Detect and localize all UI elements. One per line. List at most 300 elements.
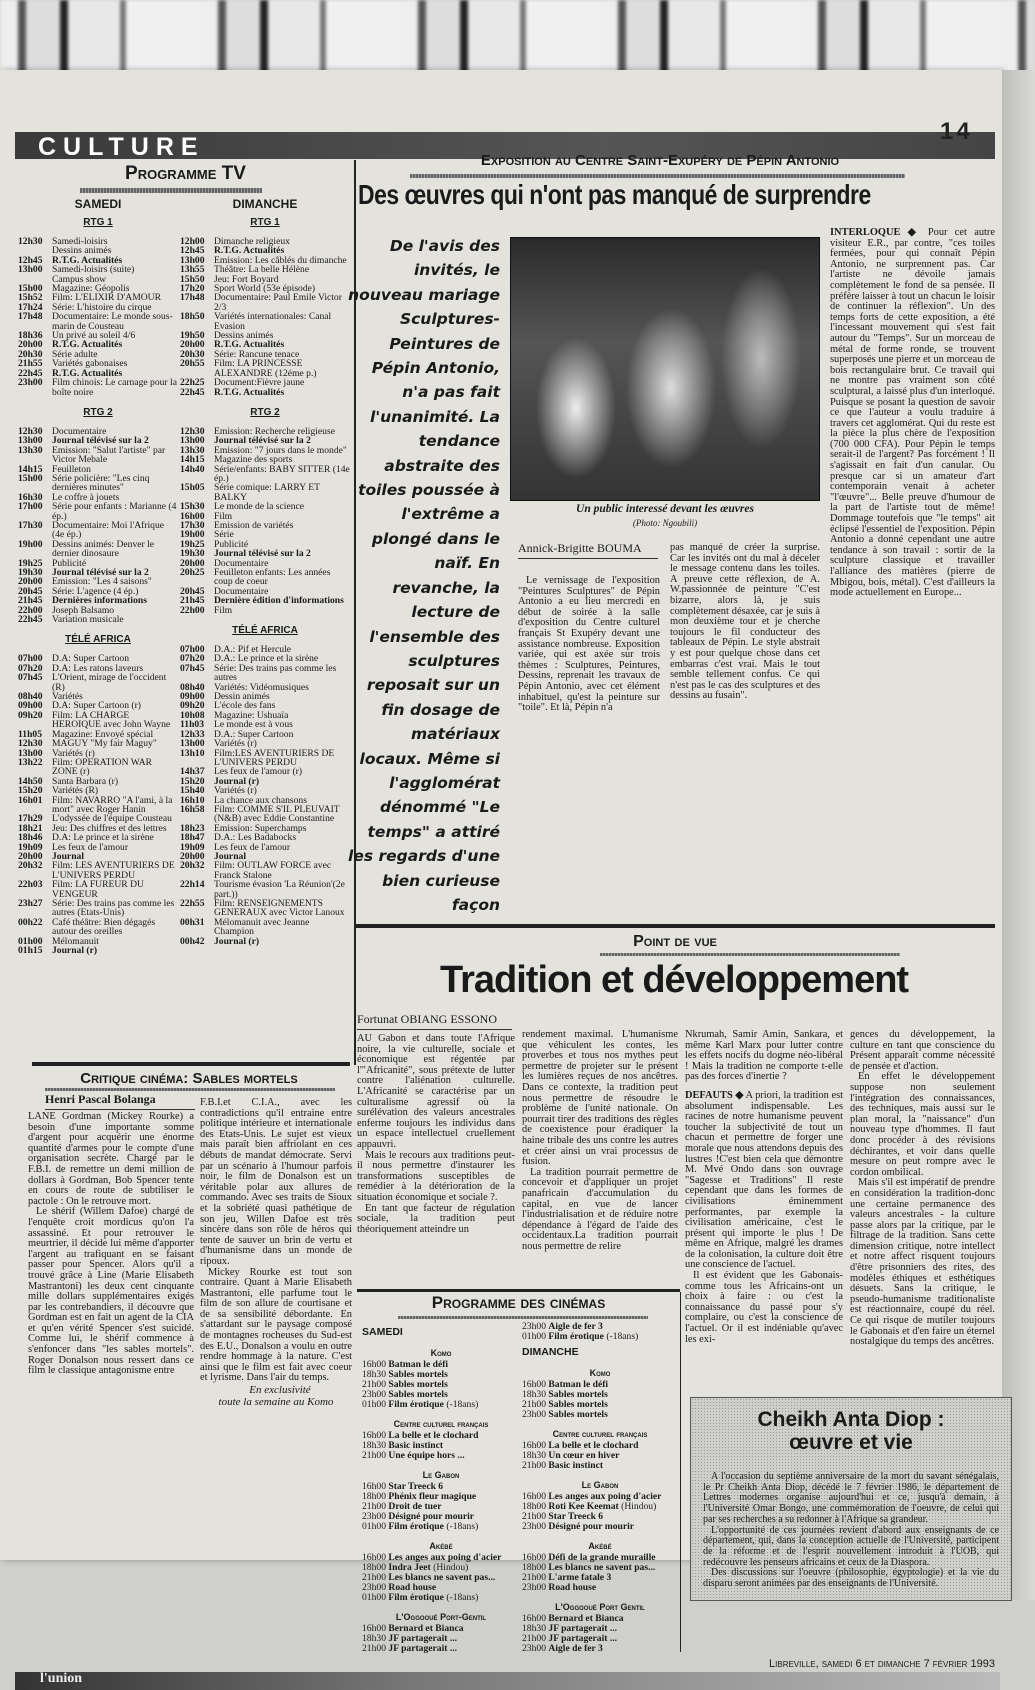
tv-show-title: Film: L'ELIXIR D'AMOUR — [52, 292, 161, 304]
paragraph: Nkrumah, Samir Amin, Sankara, et même Karl Marx pour lutter contre les effets nocifs du dogme néo-libéral ! Mais la tradition ne comporte t-elle pas des forces d'inertie ? — [685, 1029, 843, 1083]
show-title: Défi de la grande muraille — [548, 1552, 656, 1563]
show-title: Film érotique — [388, 1592, 444, 1603]
tv-time: 22h14 — [180, 879, 205, 891]
tv-show-title: Dessin animés — [214, 691, 270, 703]
tv-show-title: Mélomanuit avec Jeanne Champion — [214, 916, 310, 938]
tv-show-title: Document:Fièvre jaune — [214, 377, 305, 389]
tv-show-title: Documentaire — [214, 557, 269, 569]
tv-show-title: R.T.G. Actualités — [52, 254, 123, 266]
critique-byline: Henri Pascal Bolanga — [45, 1092, 195, 1110]
tv-time: 19h25 — [180, 538, 205, 550]
tv-show-title: R.T.G. Actualités — [52, 367, 123, 379]
tv-listing-row — [18, 880, 178, 899]
show-title: Film érotique — [388, 1399, 444, 1410]
cinemas-col-1 — [362, 1322, 520, 1654]
tv-time: 09h20 — [180, 700, 205, 712]
show-title: Film érotique — [388, 1521, 444, 1532]
photo-credit: (Photo: Ngoubili) — [632, 518, 698, 528]
tv-time: 13h00 — [18, 747, 43, 759]
tv-time: 20h32 — [180, 860, 205, 872]
show-title: Bernard et Bianca — [388, 1623, 464, 1634]
tv-show-title: Emission: "7 jours dans le monde" — [214, 444, 347, 456]
show-title: Sables mortels — [388, 1389, 448, 1400]
tv-show-title: Film:LES AVENTURIERS DE L'UNIVERS PERDU — [214, 747, 335, 768]
tv-listing-row — [18, 474, 178, 493]
paragraph: pas manqué de créer la surprise. Car les invités ont du mal à déceler le message contenu dans les toiles. A preuve cette réflexion, de A. W.passionnée de peinture "C'est bizarre, alors là, je suis complètement désaxée, car je suis à mon deuxième tour et je cherche toujours le fil conducteur des tableaux de Pépin. Le style abstrait y est pour quelque chose dans cet embarras c'est vrai. Mais le tout semble tellement confus. Ce qui n'est pas le cas des sculptures et des dessins au fusain". — [670, 542, 820, 702]
show-time: 21h00 — [362, 1572, 386, 1583]
paragraph: LANE Gordman (Mickey Rourke) a besoin d'une importante somme d'argent pour acquérir une énorme quantité d'armes pour le compte d'une organisation secrète. Chargé par le F.B.I. de remettre un demi million de dollars à Gordman, Bob Spencer tente en cours de route de subtiliser le pactole : On le retrouve mort. — [28, 1111, 194, 1207]
expo-lead: De l'avis des invités, le nouveau mariage Sculptures-Peintures de Pépin Antonio, n'a pas fait l'unanimité. La tendance abstraite des toiles poussée à l'extrême a plongé dans le naïf. En revanche, la lecture de l'ensemble des sculptures reposait sur un fin dosage de matériaux locaux. Même si l'agglomérat dénommé "Le temps" a attiré les regards d'une bien curieuse façon — [348, 237, 500, 914]
paragraph: Mais s'il est impératif de prendre en considération la tradition-donc une certaine permanence des valeurs ancestrales - la culture passe alors par la critique, par le filtrage de la tradition. Sans cette dimension critique, notre intellect et notre affect risquent toujours d'être prisonniers des rites, des modèles éthiques et esthétiques désuets. Sans la critique, le pseudo-humanisme traditionaliste est réactionnaire, coupé du réel. Ce qui risque de mutiler toujours le Gabonais et d'en faire un éternel nostalgique du temps des ancêtres. — [850, 1177, 995, 1348]
show-title: Les blancs ne savent pas... — [548, 1562, 656, 1573]
cinema-showing — [362, 1522, 520, 1532]
tv-time: 20h00 — [180, 850, 205, 862]
show-title: Star Treeck 6 — [388, 1481, 444, 1492]
tv-time: 01h00 — [18, 935, 43, 947]
show-time: 21h00 — [522, 1460, 546, 1471]
show-time: 21h00 — [362, 1450, 386, 1461]
tv-show-title: Dernières informations — [52, 595, 147, 607]
show-title: Film érotique — [548, 1331, 604, 1342]
show-time: 16h00 — [522, 1440, 546, 1451]
tv-time: 20h32 — [18, 860, 43, 872]
cinema-day-heading: DIMANCHE — [522, 1346, 579, 1358]
cinemas-col-2 — [522, 1322, 678, 1654]
show-time: 18h30 — [522, 1623, 546, 1634]
tv-show-title: Documentaire: Moi l'Afrique (4e ép.) — [52, 519, 165, 541]
column-divider — [680, 1292, 681, 1652]
tv-time: 15h40 — [180, 785, 205, 797]
paragraph: Mais le recours aux traditions peut-il nous permettre d'instaurer les transformations susceptibles de remédier à la détérioration de la situation économique et sociale ?. — [357, 1149, 515, 1203]
expo-col-2 — [670, 543, 820, 702]
tv-time: 22h55 — [180, 898, 205, 909]
show-title: Batman le défi — [548, 1379, 609, 1390]
show-title: JF partagerait ... — [388, 1643, 458, 1654]
pdv-col-4 — [850, 1030, 995, 1348]
show-time: 18h00 — [522, 1501, 546, 1512]
tv-time: 22h00 — [18, 604, 43, 616]
tv-listing-row — [180, 530, 350, 539]
tv-listing-row — [18, 918, 178, 937]
show-title: Batman le défi — [388, 1359, 449, 1370]
show-time: 23h00 — [362, 1582, 386, 1593]
tv-show-title: Journal (r) — [214, 935, 260, 947]
show-title: Basic instinct — [548, 1460, 604, 1471]
tv-show-title: Emission: "Salut l'artiste" par Victor Mebale — [52, 444, 166, 466]
show-time: 18h00 — [362, 1562, 386, 1573]
tv-time: 17h30 — [18, 519, 43, 531]
exhibition-photo — [510, 237, 820, 501]
tv-show-title: Samedi-loisirs (suite) — [52, 264, 135, 276]
tv-show-title: Dessins animés — [214, 330, 274, 342]
show-time: 16h00 — [362, 1430, 386, 1441]
tv-time: 20h00 — [180, 339, 205, 351]
tv-show-title: Série/enfants: BABY SITTER (14e ép.) — [214, 463, 350, 484]
show-time: 16h00 — [362, 1552, 386, 1563]
show-time: 18h30 — [522, 1389, 546, 1400]
tv-time: 15h20 — [18, 785, 43, 797]
tv-time: 18h47 — [180, 832, 205, 844]
tv-show-title: Variétés (R) — [52, 785, 99, 797]
tv-show-title: L'école des fans — [214, 700, 276, 712]
tv-listing-row — [180, 805, 350, 824]
tv-time: 00h31 — [180, 916, 205, 928]
tv-time: 20h25 — [180, 567, 205, 578]
section-title: CULTURE — [38, 133, 205, 161]
tv-show-title: Magazine: Ushuaïa — [214, 709, 289, 721]
tv-show-title: Un privé au soleil 4/6 — [52, 330, 136, 342]
tv-time: 22h45 — [18, 614, 43, 626]
tv-time: 12h45 — [180, 245, 205, 257]
expo-col-3 — [830, 228, 995, 599]
tv-listing-row — [180, 937, 350, 946]
tv-show-title: Publicité — [214, 538, 249, 550]
tv-show-title: Dessins animés: Denver le dernier dinosaure — [52, 538, 155, 560]
tv-show-title: D.A.: Le prince et la sirène — [214, 653, 319, 665]
tv-show-title: Film chinois: Le carnage pour la boîte noire — [52, 377, 177, 398]
kicker-underline — [600, 953, 900, 956]
tv-show-title: Dessins animés — [52, 245, 112, 257]
tv-listing-row — [180, 777, 350, 786]
tv-listing-row — [18, 521, 178, 540]
show-title: La belle et le clochard — [388, 1430, 479, 1441]
cinema-venue-heading: Le Gabon — [422, 1470, 460, 1480]
tv-time: 16h30 — [18, 491, 43, 503]
tv-listing-row — [180, 749, 350, 768]
cinema-showing — [522, 1644, 678, 1654]
tv-listing-row — [180, 767, 350, 776]
show-title: Indra Jeet — [388, 1562, 431, 1573]
show-time: 23h00 — [522, 1643, 546, 1654]
cinema-venue-heading: Akébé — [429, 1541, 453, 1551]
tv-show-title: Film: LA CHARGE HEROIQUE avec John Wayne — [52, 709, 171, 731]
tv-time: 19h00 — [18, 538, 43, 550]
tv-time: 15h05 — [180, 482, 205, 494]
show-title: Star Treeck 6 — [548, 1511, 604, 1522]
tv-listing-row — [180, 596, 350, 605]
show-title: Les anges aux poing d'acier — [548, 1491, 662, 1502]
section-rule — [355, 924, 995, 928]
tv-time: 13h00 — [18, 435, 43, 447]
tv-time: 12h30 — [18, 236, 43, 247]
show-title: JF partagerait ... — [548, 1623, 618, 1634]
tv-show-title: Magazine des sports — [214, 454, 293, 466]
tv-listing-row — [18, 711, 178, 730]
show-time: 21h00 — [522, 1572, 546, 1583]
tv-time: 18h23 — [180, 822, 205, 834]
critique-col-2 — [200, 1098, 352, 1408]
show-time: 01h00 — [522, 1331, 546, 1342]
tv-time: 13h55 — [180, 264, 205, 276]
tv-time: 09h20 — [18, 709, 43, 721]
tv-show-title: D.A: Super Cartoon — [52, 653, 130, 665]
tv-channel-heading: TÉLÉ AFRICA — [232, 625, 298, 637]
tv-show-title: Emission: "Les 4 saisons" — [52, 576, 152, 588]
tv-time: 13h00 — [180, 435, 205, 447]
tv-listing-row — [180, 483, 350, 502]
show-title: Phénix fleur magique — [388, 1491, 477, 1502]
show-time: 21h00 — [362, 1501, 386, 1512]
tv-time: 09h00 — [18, 700, 43, 712]
paragraph: En tant que facteur de régulation sociale, la tradition peut théoriquement atteindre un — [357, 1202, 515, 1235]
tv-time: 20h30 — [180, 348, 205, 360]
tv-time: 20h00 — [18, 850, 43, 862]
cinema-showing — [522, 1410, 678, 1420]
show-note: (-18ans) — [446, 1592, 479, 1603]
tv-time: 21h55 — [18, 358, 43, 370]
tv-listing-row — [180, 388, 350, 397]
tv-listing-row — [18, 899, 178, 918]
tv-time: 17h30 — [180, 519, 205, 531]
show-title: Roti Kee Keemat — [548, 1501, 619, 1512]
show-title: Basic instinct — [388, 1440, 444, 1451]
tv-channel-heading: RTG 1 — [83, 217, 113, 228]
tv-time: 00h22 — [18, 916, 43, 928]
tv-program-title: Programme TV — [125, 163, 246, 184]
tv-listing-row — [180, 861, 350, 880]
pdv-col-3 — [685, 1030, 843, 1345]
scan-background — [0, 0, 1035, 78]
show-title: Bernard et Bianca — [548, 1613, 624, 1624]
paragraph: AU Gabon et dans toute l'Afrique noire, la vie culturelle, sociale et économique est régentée par l'"Africanité", sous prétexte de lutter contre l'aliénation culturelle. L'Africanité se caractérise par un culturalisme agressif où la surélévation des valeurs ancestrales enferme toujours les individus dans un espace intellectuel cruellement appauvri. — [357, 1033, 515, 1150]
tv-day-heading: SAMEDI — [74, 197, 122, 211]
paragraph: Il est évident que les Gabonais-comme tous les Africains-ont un choix à faire : ou c'est la connaissance du passé pour s'y complaire, ou c'est la conscience de l'actuel. Or il est indéniable qu'avec les exi- — [685, 1270, 843, 1345]
tv-channel-heading: RTG 2 — [83, 406, 113, 418]
show-time: 16h00 — [522, 1552, 546, 1563]
tv-show-title: Journal — [52, 850, 84, 862]
show-time: 18h00 — [362, 1491, 386, 1502]
cinema-showing — [522, 1522, 678, 1532]
tv-show-title: Santa Barbara (r) — [52, 775, 119, 787]
expo-col-1 — [518, 576, 660, 714]
tv-show-title: Emission: Superchamps — [214, 822, 307, 834]
show-time: 21h00 — [522, 1633, 546, 1644]
tv-listing-row — [180, 730, 350, 739]
tv-time: 22h45 — [18, 367, 43, 379]
tv-listing-row — [18, 673, 178, 692]
cinema-venue-heading: Komo — [430, 1348, 452, 1358]
tv-show-title: Journal télévisé sur la 2 — [214, 548, 311, 560]
tv-show-title: Série: L'histoire du cirque — [52, 301, 152, 313]
tv-show-title: Feuilleton enfants: Les années coup de coeur — [214, 567, 331, 588]
tv-time: 13h30 — [180, 444, 205, 456]
tv-show-title: D.A: Le prince et la sirène — [52, 832, 154, 844]
cinemas-title: Programme des cinémas — [431, 1293, 606, 1312]
tv-listing-row — [180, 465, 350, 484]
cinema-showing — [522, 1583, 678, 1593]
tv-time: 13h22 — [18, 756, 43, 768]
tv-show-title: Le monde est à vous — [214, 719, 293, 731]
tv-show-title: Journal — [214, 850, 246, 862]
tv-show-title: MAGUY "My fair Maguy" — [52, 738, 157, 750]
tv-listing-row — [180, 880, 350, 899]
show-time: 18h00 — [522, 1562, 546, 1573]
show-title: La belle et le clochard — [548, 1440, 639, 1451]
paragraph: Le vernissage de l'exposition "Peintures Sculptures" de Pépin Antonio a eu lieu mercredi en début de soirée à la salle d'exposition du Centre culturel français St Exupéry devant une assistance nombreuse. Exposition variée, qui est axée sur trois thèmes : Sculptures, Peintures, Dessins, reprenait les travaux de Pépin Antonio, avec cet élément inhabituel, qu'est la peinture sur "toile". Et là, Pépin n'a — [518, 575, 660, 714]
tv-time: 22h45 — [180, 386, 205, 398]
tv-time: 18h46 — [18, 832, 43, 844]
tv-time: 14h15 — [180, 454, 205, 466]
tv-time: 19h09 — [18, 841, 43, 853]
tv-time: 17h00 — [18, 501, 43, 513]
tv-time: 07h20 — [180, 653, 205, 665]
tv-show-title: Série: Des trains pas comme les autres (Etats-Unis) — [52, 898, 175, 919]
title-underline — [45, 1088, 335, 1091]
show-time: 21h00 — [362, 1643, 386, 1654]
tv-time: 14h15 — [18, 463, 43, 475]
show-note: (Hindou) — [433, 1562, 469, 1573]
tv-show-title: Journal télévisé sur la 2 — [52, 435, 149, 447]
tv-show-title: Sport World (53e épisode) — [214, 283, 316, 295]
show-time: 23h00 — [522, 1321, 546, 1332]
tv-listing-row — [18, 758, 178, 777]
tv-listing-row — [180, 312, 350, 331]
tv-time: 14h50 — [18, 775, 43, 787]
paragraph: A priori, la tradition est absolument indispensable. Les racines de notre humanisme peuvent toucher la subjectivité de tout un chacun et permettre de forger une morale que nous attendons depuis des lustres !C'est bien cela que démontre M. Mvé Ondo dans son ouvrage "Sagesse et Traditions" Il reste cependant que dans les formes de civilisations éminemment performantes, par exemple la civilisation américaine, c'est le présent qui importe le plus ! De même en Afrique, malgré les drames de la colonisation, la culture doit être une conscience de l'actuel. — [685, 1089, 844, 1271]
tv-listing-row — [18, 861, 178, 880]
tv-listing-row — [180, 899, 350, 918]
show-time: 18h30 — [362, 1369, 386, 1380]
expo-kicker: Exposition au Centre Saint-Exupéry de Pépin Antonio — [480, 152, 840, 169]
show-title: L'arme fatale 3 — [548, 1572, 612, 1583]
critique-footer-line: En exclusivité — [249, 1384, 311, 1397]
cinema-showing — [522, 1332, 678, 1342]
show-time: 16h00 — [362, 1481, 386, 1492]
expo-headline: Des œuvres qui n'ont pas manqué de surprendre — [358, 179, 871, 210]
tv-show-title: Variétés gabonaises — [52, 358, 128, 370]
tv-time: 18h21 — [18, 822, 43, 834]
tv-show-title: Documentaire: Paul Emile Victor 2/3 — [214, 292, 342, 313]
tv-show-title: Série: Des trains pas comme les autres — [214, 662, 337, 684]
tv-show-title: Café théâtre: Bien dégagés autour des oreilles — [52, 916, 156, 938]
paragraph: Mickey Rourke est tout son contraire. Quant à Marie Elisabeth Mastrantoni, elle parfume tout le film de son allure de courtisane et de sa sensibilité débordante. En s'attardant sur le paysage composé de montagnes rocheuses du Sud-est des E.U., Donalson a voulu en outre rendre hommage à la nature. C'est ainsi que le film est fait avec coeur et lyrisme. Dans l'air du temps. — [200, 1266, 352, 1384]
tv-listing-row — [18, 540, 178, 559]
tv-day-heading: DIMANCHE — [232, 197, 298, 211]
tv-time: 19h30 — [18, 567, 43, 578]
show-time: 16h00 — [522, 1379, 546, 1390]
tv-listing-row — [180, 359, 350, 378]
tv-show-title: Emission: Les câblés du dimanche — [214, 254, 347, 266]
tv-time: 16h01 — [18, 794, 43, 806]
show-time: 21h00 — [362, 1379, 386, 1390]
tv-show-title: D.A: Super Cartoon (r) — [52, 700, 141, 712]
tv-time: 23h00 — [18, 377, 43, 389]
cheikh-anta-diop-box — [690, 1397, 1012, 1601]
tv-show-title: Dimanche religieux — [214, 236, 290, 247]
tv-show-title: Variétés (r) — [52, 747, 95, 759]
tv-show-title: Magazine: Géopolis — [52, 283, 130, 295]
show-title: Les anges aux poing d'acier — [388, 1552, 502, 1563]
tv-show-title: Jeu: Fort Boyard — [214, 273, 279, 285]
show-note: (Hindou) — [621, 1501, 657, 1512]
tv-show-title: Film: OPERATION WAR ZONE (r) — [52, 756, 153, 778]
show-title: Aigle de fer 3 — [548, 1643, 603, 1654]
pdv-col-2 — [522, 1030, 678, 1252]
footer-bar — [15, 1672, 1000, 1690]
tv-show-title: Les feux de l'amour — [214, 841, 291, 853]
tv-show-title: Documentaire: Le monde sous-marin de Cousteau — [52, 311, 173, 332]
box-subtitle: œuvre et vie — [789, 1431, 913, 1454]
tv-time: 17h29 — [18, 813, 43, 825]
tv-show-title: Documentaire — [52, 425, 107, 437]
tv-show-title: D.A.: Les Badabocks — [214, 832, 297, 844]
show-title: Sables mortels — [388, 1379, 448, 1390]
tv-time: 13h30 — [18, 444, 43, 456]
subhead: DEFAUTS ◆ — [685, 1089, 744, 1101]
cinema-showing — [362, 1593, 520, 1603]
tv-show-title: Feuilleton — [52, 463, 91, 475]
tv-show-title: R.T.G. Actualités — [214, 245, 285, 257]
tv-day-dimanche — [180, 197, 350, 946]
tv-show-title: Série comique: LARRY ET BALKY — [214, 482, 320, 503]
tv-time: 11h03 — [180, 719, 204, 731]
tv-time: 22h25 — [180, 377, 205, 389]
tv-show-title: Les feux de l'amour (r) — [214, 766, 303, 778]
title-underline — [398, 1316, 648, 1319]
pdv-kicker: Point de vue — [633, 933, 717, 950]
tv-time: 21h45 — [18, 595, 43, 607]
tv-time: 17h48 — [180, 292, 205, 304]
tv-listing-row — [180, 568, 350, 587]
section-rule — [32, 1062, 350, 1066]
tv-show-title: D.A: Les ratons laveurs — [52, 662, 144, 674]
tv-show-title: Série adulte — [52, 348, 98, 360]
tv-time: 15h20 — [180, 775, 205, 787]
tv-time: 00h42 — [180, 935, 205, 947]
cinema-day-heading: SAMEDI — [362, 1326, 403, 1338]
tv-show-title: Journal télévisé sur la 2 — [52, 567, 149, 578]
tv-time: 10h08 — [180, 709, 205, 721]
show-note: (-18ans) — [446, 1521, 479, 1532]
show-title: Sables mortels — [388, 1369, 448, 1380]
cinema-showing — [362, 1400, 520, 1410]
show-title: Aigle de fer 3 — [548, 1321, 603, 1332]
tv-show-title: Magazine: Envoyé spécial — [52, 728, 154, 740]
tv-time: 14h37 — [180, 766, 205, 778]
dateline: Libreville, samedi 6 et dimanche 7 février 1993 — [769, 1658, 995, 1670]
tv-listing-row — [18, 796, 178, 815]
tv-time: 19h50 — [180, 330, 205, 342]
tv-show-title: Joseph Balsamo — [52, 604, 115, 616]
cinema-showing — [362, 1644, 520, 1654]
tv-show-title: Variétés (r) — [214, 738, 257, 750]
tv-show-title: Samedi-loisirs — [52, 236, 108, 247]
tv-time: 14h40 — [180, 463, 205, 475]
tv-show-title: Film: RENSEIGNEMENTS GENERAUX avec Victor Lanoux — [214, 898, 345, 919]
tv-show-title: Emission de variétés — [214, 519, 294, 531]
tv-show-title: Tourisme évasion 'La Réunion'(2e part.)) — [214, 879, 345, 900]
tv-show-title: Les feux de l'amour — [52, 841, 129, 853]
tv-show-title: Série policière: "Les cinq dernières minutes" — [52, 472, 150, 494]
tv-time: 23h27 — [18, 898, 43, 909]
show-time: 23h00 — [362, 1389, 386, 1400]
show-time: 16h00 — [362, 1359, 386, 1370]
tv-show-title: Variation musicale — [52, 614, 124, 626]
show-note: (-18ans) — [606, 1331, 639, 1342]
tv-show-title: Le monde de la science — [214, 501, 305, 513]
tv-time: 16h58 — [180, 803, 205, 815]
tv-time: 16h10 — [180, 794, 205, 806]
paragraph: Le shérif (Willem Dafoe) chargé de l'enquête croit mordicus qu'on l'a assassiné. Et pour retrouver le meurtrier, il décide lui même d'apporter l'argent au trafiquant en se faisant passer pour Spencer. Alors qu'il a trouvé grâce à Line (Marie Elisabeth Mastrantoni) les deux cent cinquante mille dollars supplémentaires exigés par les contrebandiers, il découvre que Gordman est en fait un agent de la CIA et qu'en vérité Spencer s'est suicidé. Comme lui, le shérif commence à s'enfoncer dans "les sables mortels". Roger Donalson nous ressert dans ce film le classique antagonisme entre — [28, 1206, 194, 1377]
tv-channel-heading: TÉLÉ AFRICA — [65, 634, 131, 646]
tv-time: 13h00 — [18, 264, 43, 276]
paragraph: L'opportunité de ces journées revient d'abord aux enseignants de ce département, qui, dans la conception actuelle de l'Université, participent de la réforme et de l'esprit nouvellement introduit à l'UOB, qui redécouvre les penseurs africains et ceux de la Diaspora. — [703, 1524, 999, 1568]
cinema-venue-heading: Le Gabon — [581, 1480, 619, 1490]
tv-show-title: Film: NAVARRO "A l'ami, à la mort" avec Roger Hanin — [52, 794, 173, 815]
tv-time: 18h36 — [18, 330, 43, 342]
tv-show-title: R.T.G. Actualités — [52, 339, 123, 351]
tv-show-title: D.A.: Pif et Hercule — [214, 644, 291, 656]
